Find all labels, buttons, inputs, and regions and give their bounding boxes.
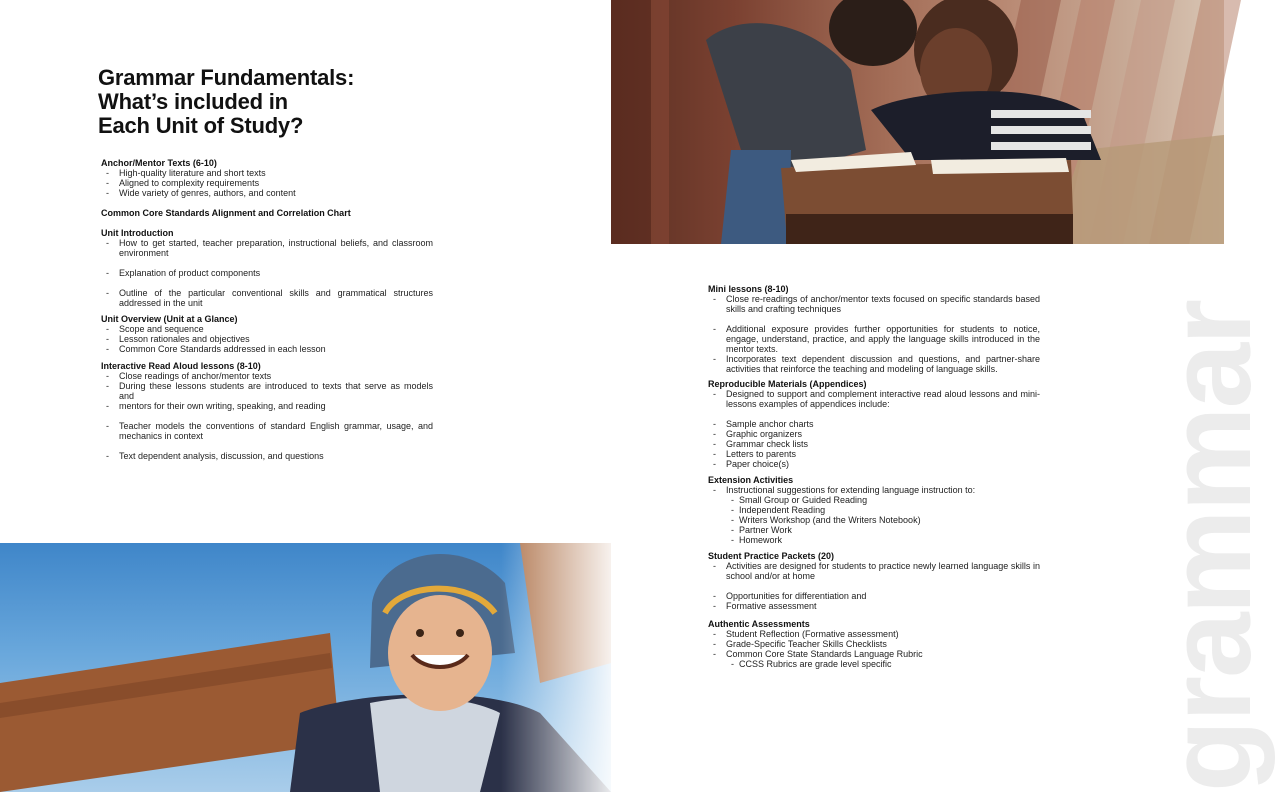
list-item: - Opportunities for differentiation and (708, 591, 1040, 601)
list-item: - Sample anchor charts (708, 419, 1040, 429)
section-heading-extension: Extension Activities (708, 475, 794, 485)
list-item: - Student Reflection (Formative assessment) (708, 629, 1040, 639)
list-item: - Text dependent analysis, discussion, and questions (101, 451, 433, 461)
list-item: - Additional exposure provides further opportunities for students to notice, engage, understand, practice, and apply the language skills introduced in the mentor texts. (708, 324, 1040, 354)
extension-list (708, 485, 1040, 545)
list-item: - Close readings of anchor/mentor texts (101, 371, 433, 381)
section-heading-overview: Unit Overview (Unit at a Glance) (101, 314, 238, 324)
title-line-2: What’s included in (98, 89, 288, 114)
list-item: - Outline of the particular conventional skills and grammatical structures addressed in the unit (101, 288, 433, 308)
practice-list (708, 561, 1040, 611)
sub-list-item: - Partner Work (708, 525, 1040, 535)
list-item: - Incorporates text dependent discussion and questions, and partner-share activities that reinforce the teaching and modeling of language skills. (708, 354, 1040, 374)
photo-child-smiling (0, 543, 611, 792)
list-item: - Paper choice(s) (708, 459, 1040, 469)
anchor-list (101, 168, 433, 198)
reproducible-list (708, 389, 1040, 469)
sub-list-item: - Writers Workshop (and the Writers Notebook) (708, 515, 1040, 525)
photo-boys-writing (611, 0, 1224, 244)
list-item: - Instructional suggestions for extending language instruction to: (708, 485, 1040, 495)
list-item: - During these lessons students are introduced to texts that serve as models and (101, 381, 433, 401)
left-column (101, 158, 433, 461)
intro-list (101, 238, 433, 308)
list-item: - Common Core State Standards Language Rubric (708, 649, 1040, 659)
sub-list-item: - Independent Reading (708, 505, 1040, 515)
assess-list (708, 629, 1040, 669)
list-item: - mentors for their own writing, speaking, and reading (101, 401, 433, 411)
section-heading-intro: Unit Introduction (101, 228, 174, 238)
list-item: - Lesson rationales and objectives (101, 334, 433, 344)
section-heading-standards: Common Core Standards Alignment and Correlation Chart (101, 208, 351, 218)
list-item: - Designed to support and complement interactive read aloud lessons and mini-lessons examples of appendices include: (708, 389, 1040, 409)
list-item: - How to get started, teacher preparation, instructional beliefs, and classroom environment (101, 238, 433, 258)
list-item: - Teacher models the conventions of standard English grammar, usage, and mechanics in context (101, 421, 433, 441)
overview-list (101, 324, 433, 354)
sub-list-item: - Small Group or Guided Reading (708, 495, 1040, 505)
right-column (708, 284, 1040, 669)
list-item: - Letters to parents (708, 449, 1040, 459)
list-item: - Wide variety of genres, authors, and content (101, 188, 433, 198)
list-item: - High-quality literature and short texts (101, 168, 433, 178)
list-item: - Aligned to complexity requirements (101, 178, 433, 188)
section-heading-mini: Mini lessons (8-10) (708, 284, 789, 294)
page-title (98, 66, 418, 138)
section-heading-read-aloud: Interactive Read Aloud lessons (8-10) (101, 361, 261, 371)
section-heading-anchor: Anchor/Mentor Texts (6-10) (101, 158, 217, 168)
watermark-word: grammar (1144, 300, 1276, 792)
list-item: - Scope and sequence (101, 324, 433, 334)
section-heading-assess: Authentic Assessments (708, 619, 810, 629)
read-aloud-list (101, 371, 433, 461)
mini-list (708, 294, 1040, 374)
list-item: - Grammar check lists (708, 439, 1040, 449)
section-heading-reproducible: Reproducible Materials (Appendices) (708, 379, 867, 389)
title-line-3: Each Unit of Study? (98, 113, 304, 138)
sub-list-item: - CCSS Rubrics are grade level specific (708, 659, 1040, 669)
list-item: - Common Core Standards addressed in each lesson (101, 344, 433, 354)
list-item: - Activities are designed for students to practice newly learned language skills in school and/or at home (708, 561, 1040, 581)
section-heading-practice: Student Practice Packets (20) (708, 551, 835, 561)
list-item: - Graphic organizers (708, 429, 1040, 439)
sub-list-item: - Homework (708, 535, 1040, 545)
list-item: - Formative assessment (708, 601, 1040, 611)
list-item: - Close re-readings of anchor/mentor texts focused on specific standards based skills and crafting techniques (708, 294, 1040, 314)
title-line-1: Grammar Fundamentals: (98, 65, 355, 90)
list-item: - Grade-Specific Teacher Skills Checklists (708, 639, 1040, 649)
list-item: - Explanation of product components (101, 268, 433, 278)
